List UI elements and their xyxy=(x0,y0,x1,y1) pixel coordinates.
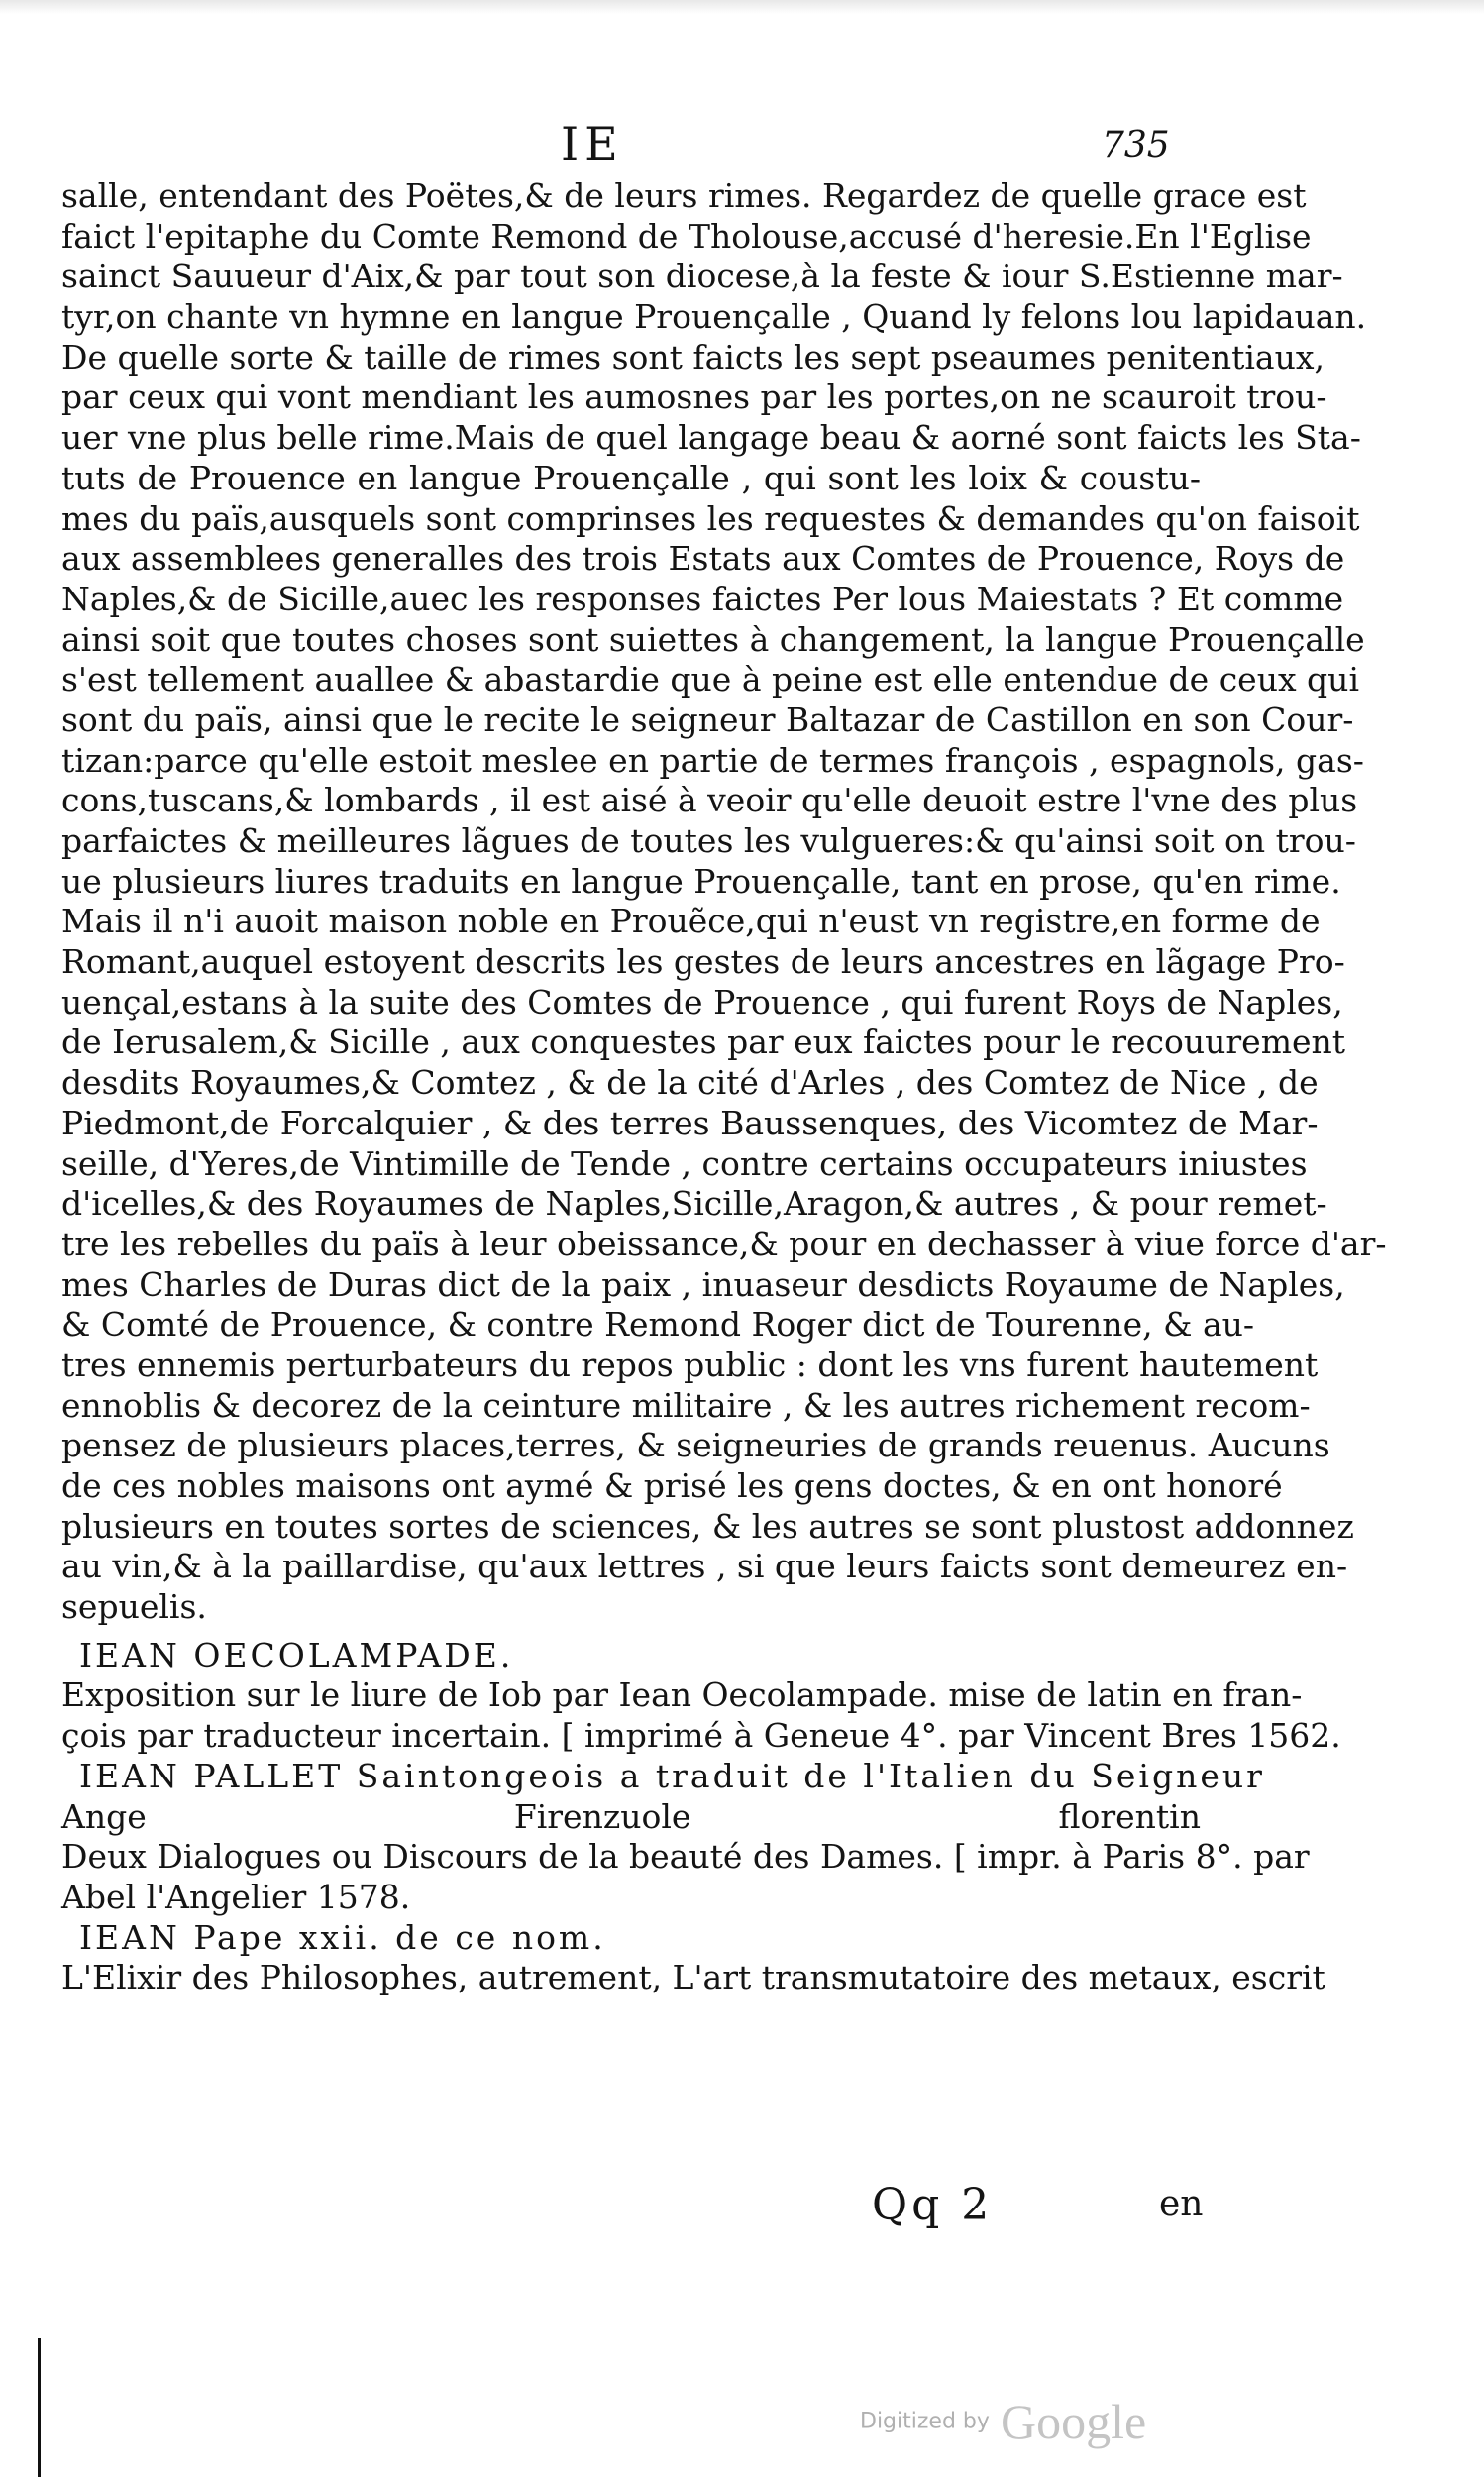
binding-edge xyxy=(38,2338,41,2477)
text-line: tre les rebelles du païs à leur obeissance,& pour en dechasser à viue force d'ar- xyxy=(61,1224,1387,1263)
running-head: IE xyxy=(561,117,624,170)
text-line: tyr,on chante vn hymne en langue Prouençalle , Quand ly felons lou lapidauan. xyxy=(61,297,1367,337)
entry-heading: IEAN PALLET Saintongeois a traduit de l'Italien du Seigneur xyxy=(79,1756,1265,1795)
bibliography-entry xyxy=(61,1756,1310,1918)
entry-line: Ange Firenzuole florentin xyxy=(61,1796,1201,1836)
text-line: desdits Royaumes,& Comtez , & de la cité d'Arles , des Comtez de Nice , de xyxy=(61,1063,1319,1103)
entry-heading: IEAN Pape xxii. de ce nom. xyxy=(79,1917,606,1957)
page-number: 735 xyxy=(1102,125,1170,165)
google-logo: Google xyxy=(1001,2394,1147,2449)
entry-line: Abel l'Angelier 1578. xyxy=(61,1877,411,1916)
text-line: sont du païs, ainsi que le recite le seigneur Baltazar de Castillon en son Cour- xyxy=(61,700,1354,739)
text-line: ainsi soit que toutes choses sont suiettes à changement, la langue Prouençalle xyxy=(61,619,1365,659)
digitized-watermark xyxy=(860,2393,1146,2450)
text-line: tizan:parce qu'elle estoit meslee en partie de termes françois , espagnols, gas- xyxy=(61,740,1364,780)
body-paragraph xyxy=(61,176,1387,1628)
text-line: par ceux qui vont mendiant les aumosnes par les portes,on ne scauroit trou- xyxy=(61,377,1327,417)
bibliography-entries xyxy=(61,1635,1341,1998)
text-line: salle, entendant des Poëtes,& de leurs rimes. Regardez de quelle grace est xyxy=(61,176,1307,215)
digitized-by-label: Digitized by xyxy=(860,2409,990,2434)
text-line: tuts de Prouence en langue Prouençalle , qui sont les loix & coustu- xyxy=(61,458,1201,497)
text-line: parfaictes & meilleures lãgues de toutes les vulgueres:& qu'ainsi soit on trou- xyxy=(61,821,1356,860)
entry-line: L'Elixir des Philosophes, autrement, L'art transmutatoire des metaux, escrit xyxy=(61,1958,1325,1997)
text-line: De quelle sorte & taille de rimes sont faicts les sept pseaumes penitentiaux, xyxy=(61,337,1325,377)
bibliography-entry xyxy=(61,1635,1341,1757)
text-line: de Ierusalem,& Sicille , aux conquestes par eux faictes pour le recouurement xyxy=(61,1023,1346,1062)
spacer xyxy=(61,1628,1201,1636)
text-line: tres ennemis perturbateurs du repos public : dont les vns furent hautement xyxy=(61,1345,1319,1384)
text-line: mes Charles de Duras dict de la paix , inuaseur desdicts Royaume de Naples, xyxy=(61,1264,1345,1304)
text-line: plusieurs en toutes sortes de sciences, & les autres se sont plustost addonnez xyxy=(61,1506,1354,1546)
entry-heading: IEAN OECOLAMPADE. xyxy=(79,1635,514,1674)
text-line: de ces nobles maisons ont aymé & prisé les gens doctes, & en ont honoré xyxy=(61,1466,1283,1505)
text-line: uençal,estans à la suite des Comtes de Prouence , qui furent Roys de Naples, xyxy=(61,982,1343,1022)
signature-mark: Qq 2 xyxy=(872,2180,994,2230)
entry-line: Deux Dialogues ou Discours de la beauté des Dames. [ impr. à Paris 8°. par xyxy=(61,1837,1310,1877)
text-line: seille, d'Yeres,de Vintimille de Tende , contre certains occupateurs iniustes xyxy=(61,1143,1308,1183)
catchword: en xyxy=(1159,2184,1204,2224)
text-line: uer vne plus belle rime.Mais de quel langage beau & aorné sont faicts les Sta- xyxy=(61,418,1361,458)
entry-line: Exposition sur le liure de Iob par Iean Oecolampade. mise de latin en fran- xyxy=(61,1675,1303,1715)
text-line: Piedmont,de Forcalquier , & des terres Baussenques, des Vicomtez de Mar- xyxy=(61,1103,1319,1142)
bibliography-entry xyxy=(61,1917,1325,1998)
text-line: Romant,auquel estoyent descrits les gestes de leurs ancestres en lãgage Pro- xyxy=(61,942,1345,982)
text-line: ennoblis & decorez de la ceinture militaire , & les autres richement recom- xyxy=(61,1385,1311,1425)
text-line: sepuelis. xyxy=(61,1587,207,1627)
text-line: mes du païs,ausquels sont comprinses les requestes & demandes qu'on faisoit xyxy=(61,498,1360,538)
text-line: aux assemblees generalles des trois Estats aux Comtes de Prouence, Roys de xyxy=(61,539,1345,579)
text-line: pensez de plusieurs places,terres, & seigneuries de grands reuenus. Aucuns xyxy=(61,1426,1330,1465)
text-line: faict l'epitaphe du Comte Remond de Tholouse,accusé d'heresie.En l'Eglise xyxy=(61,216,1312,256)
text-line: & Comté de Prouence, & contre Remond Roger dict de Tourenne, & au- xyxy=(61,1305,1255,1345)
text-line: cons,tuscans,& lombards , il est aisé à veoir qu'elle deuoit estre l'vne des plus xyxy=(61,781,1358,820)
text-line: Mais il n'i auoit maison noble en Prouẽce,qui n'eust vn registre,en forme de xyxy=(61,902,1321,941)
text-block xyxy=(61,176,1387,1998)
text-line: Naples,& de Sicille,auec les responses faictes Per lous Maiestats ? Et comme xyxy=(61,579,1344,618)
scan-edge xyxy=(0,0,1484,14)
entry-line: çois par traducteur incertain. [ imprimé à Geneue 4°. par Vincent Bres 1562. xyxy=(61,1716,1341,1756)
text-line: s'est tellement auallee & abastardie que à peine est elle entendue de ceux qui xyxy=(61,660,1359,700)
text-line: d'icelles,& des Royaumes de Naples,Sicille,Aragon,& autres , & pour remet- xyxy=(61,1184,1327,1224)
text-line: ue plusieurs liures traduits en langue Prouençalle, tant en prose, qu'en rime. xyxy=(61,861,1341,901)
text-line: sainct Sauueur d'Aix,& par tout son diocese,à la feste & iour S.Estienne mar- xyxy=(61,257,1343,296)
text-line: au vin,& à la paillardise, qu'aux lettres , si que leurs faicts sont demeurez en- xyxy=(61,1547,1348,1586)
